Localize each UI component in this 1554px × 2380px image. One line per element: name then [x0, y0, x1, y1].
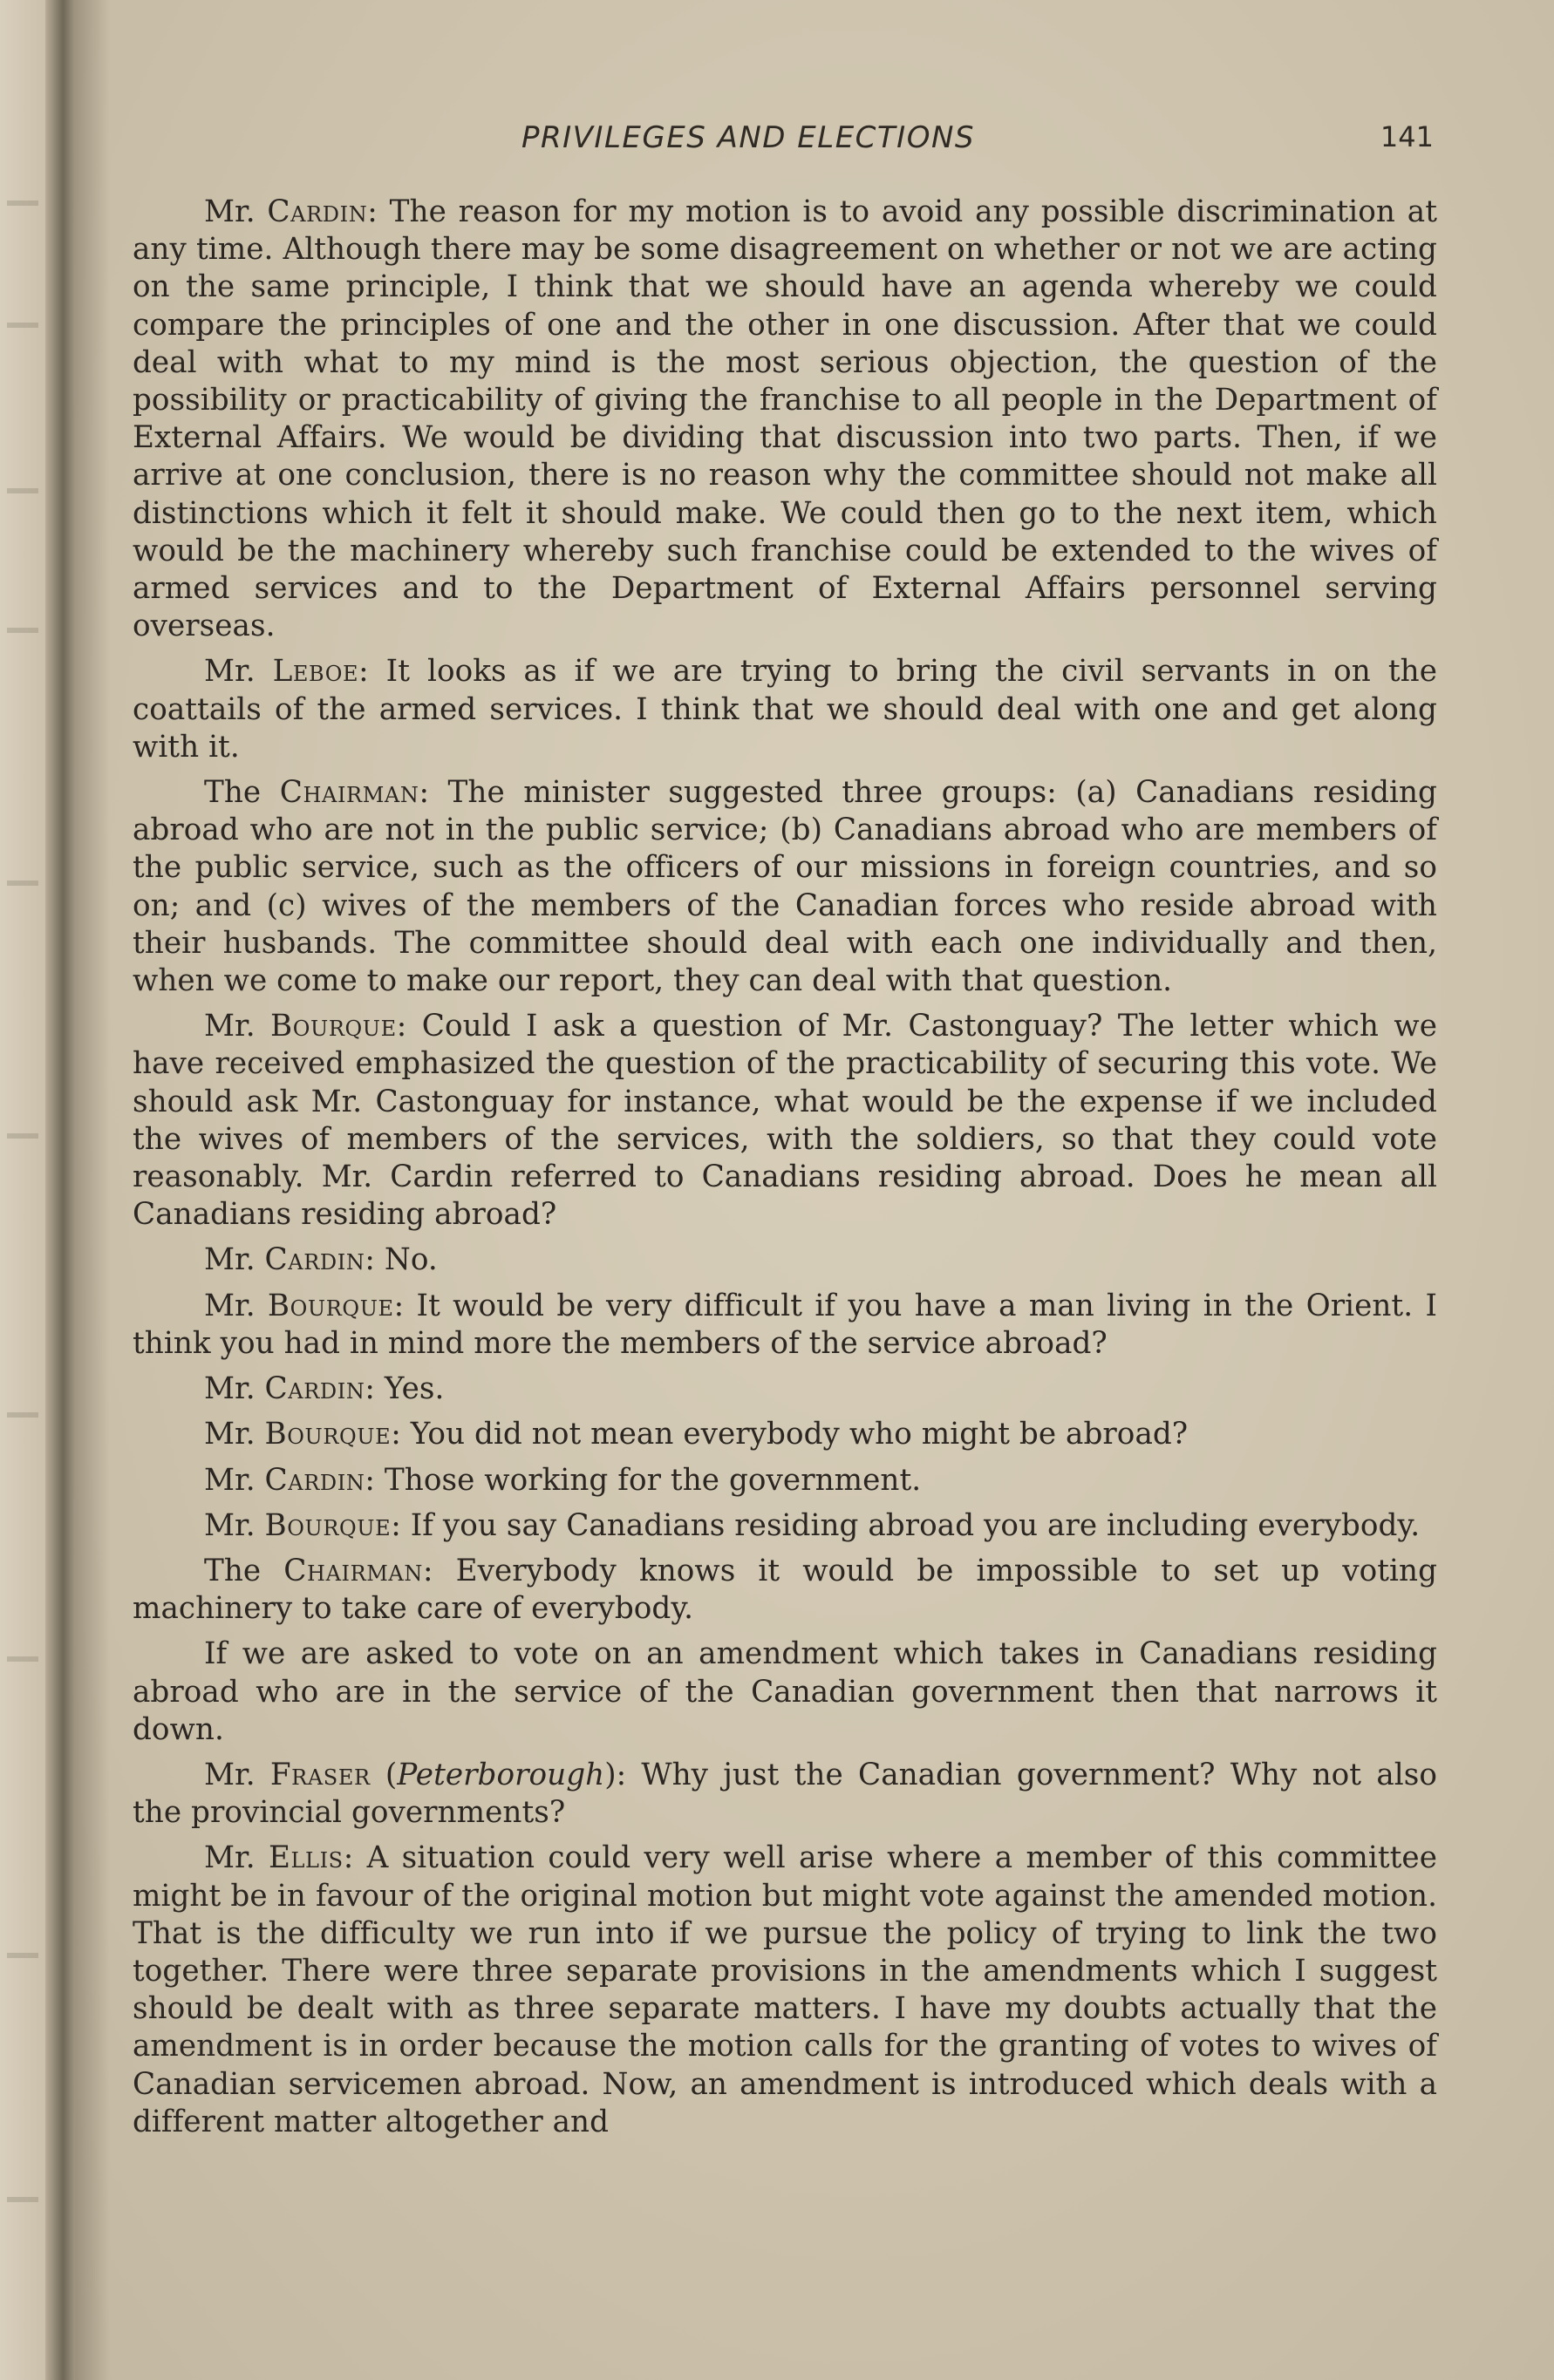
bleed-through-mark	[7, 1133, 38, 1139]
speaker-title: Mr.	[204, 654, 273, 690]
speaker-punctuation: :	[396, 1009, 407, 1044]
speaker-punctuation: :	[419, 775, 430, 811]
speaker-title: Mr.	[204, 1288, 268, 1323]
speaker-name: Chairman	[279, 775, 419, 811]
speaker-title: Mr.	[204, 1417, 265, 1452]
speech-paragraph	[133, 653, 1437, 766]
bleed-through-mark	[7, 201, 38, 206]
speaker-name: Cardin	[267, 194, 368, 229]
speech-paragraph	[133, 1635, 1437, 1749]
speech-paragraph	[133, 1839, 1437, 2141]
speaker-name: Ellis	[268, 1840, 344, 1876]
body-text	[133, 194, 1437, 2149]
speech-paragraph	[133, 1757, 1437, 1832]
speaker-title: Mr.	[204, 1009, 271, 1044]
speaker-name: Cardin	[264, 1371, 365, 1407]
speaker-name: Chairman	[283, 1553, 423, 1588]
speaker-name: Leboe	[272, 654, 359, 690]
speaker-title: Mr.	[204, 194, 268, 229]
speaker-punctuation: :	[391, 1507, 401, 1543]
speaker-title: Mr.	[204, 1371, 265, 1407]
speaker-punctuation: :	[365, 1242, 375, 1278]
bleed-through-mark	[7, 2197, 38, 2202]
speech-text: The minister suggested three groups: (a) Canadians residing abroad who are not in the public service; (b) Canadians abroad who are members of the public service, such as the officers of our missions in foreign countries, and so on; and (c) wives of the members of the Canadian forces who reside abroad with their husbands. The committee should deal with each one individually and then, when we come to make our report, they can deal with that question.	[133, 775, 1437, 999]
bleed-through-mark	[7, 1656, 38, 1662]
speech-text: Everybody knows it would be impossible to set up voting machinery to take care of everybody.	[133, 1553, 1438, 1627]
constituency-name: Peterborough	[397, 1757, 605, 1792]
speech-paragraph	[133, 194, 1437, 645]
running-title: PRIVILEGES AND ELECTIONS	[521, 120, 975, 155]
speech-text: A situation could very well arise where a member of this committee might be in favour of the original motion but might vote against the amended motion. That is the difficulty we run into if we pursue the policy of trying to link the two together. There were three separate provisions in the amendments which I suggest should be dealt with as three separate matters. I have my doubts actually that the amendment is in order because the motion calls for the granting of votes to wives of Canadian servicemen abroad. Now, an amendment is introduced which deals with a different matter altogether and	[133, 1840, 1437, 2139]
gutter-shadow	[75, 0, 110, 2380]
speaker-name: Bourque	[270, 1009, 397, 1044]
speaker-punctuation: :	[365, 1371, 375, 1407]
speech-paragraph	[133, 1553, 1437, 1628]
bleed-through-mark	[7, 1953, 38, 1958]
speech-paragraph	[133, 1241, 1437, 1279]
speech-paragraph	[133, 1288, 1437, 1363]
speech-paragraph	[133, 1462, 1437, 1499]
speech-text: You did not mean everybody who might be abroad?	[400, 1417, 1189, 1452]
speech-text: Those working for the government.	[375, 1462, 922, 1498]
speaker-punctuation: :	[343, 1840, 354, 1876]
speech-text: If we are asked to vote on an amendment which takes in Canadians residing abroad who are in the service of the Canadian government then that narrows it down.	[133, 1636, 1437, 1747]
page-number: 141	[1380, 120, 1434, 153]
speech-text: No.	[375, 1242, 438, 1278]
bleed-through-mark	[7, 881, 38, 886]
speaker-name: Bourque	[264, 1507, 392, 1543]
speaker-title: Mr.	[204, 1462, 265, 1498]
speaker-title: Mr.	[204, 1507, 265, 1543]
speaker-name: Cardin	[264, 1242, 365, 1278]
speaker-name: Cardin	[264, 1462, 365, 1498]
speaker-punctuation: :	[365, 1462, 375, 1498]
speaker-punctuation: :	[393, 1288, 405, 1323]
speech-text: Could I ask a question of Mr. Castonguay? The letter which we have received emphasized the question of the practicability of securing this vote. We should ask Mr. Castonguay for instance, what would be the expense if we included the wives of members of the services, with the soldiers, so that they could vote reasonably. Mr. Cardin referred to Canadians residing abroad. Does he mean all Canadians residing abroad?	[133, 1009, 1437, 1233]
speaker-punctuation: :	[422, 1553, 433, 1588]
speaker-title: The	[204, 1553, 284, 1588]
book-gutter	[45, 0, 75, 2380]
speaker-name: Bourque	[264, 1417, 392, 1452]
bleed-through-mark	[7, 628, 38, 633]
speaker-title: Mr.	[204, 1757, 270, 1792]
running-header	[131, 120, 1439, 159]
speaker-punctuation: :	[358, 654, 369, 690]
speaker-title: The	[204, 775, 280, 811]
speaker-punctuation: (Peterborough):	[370, 1757, 627, 1792]
speech-paragraph	[133, 1008, 1437, 1234]
speech-text: If you say Canadians residing abroad you are including everybody.	[400, 1507, 1421, 1543]
speech-text: It would be very difficult if you have a man living in the Orient. I think you had in mind more the members of the service abroad?	[133, 1288, 1437, 1361]
speech-text: It looks as if we are trying to bring the civil servants in on the coattails of the armed services. I think that we should deal with one and get along with it.	[133, 654, 1437, 765]
speaker-name: Bourque	[267, 1288, 394, 1323]
speech-text: Why just the Canadian government? Why not also the provincial governments?	[133, 1757, 1437, 1831]
bleed-through-mark	[7, 488, 38, 493]
speech-paragraph	[133, 1416, 1437, 1453]
bleed-through-mark	[7, 323, 38, 328]
speaker-punctuation: :	[391, 1417, 401, 1452]
speech-text: The reason for my motion is to avoid any possible discrimination at any time. Although there may be some disagreement on whether or not we are acting on the same principle, I think that we should have an agenda whereby we could compare the principles of one and the other in one discussion. After that we could deal with what to my mind is the most serious objection, the question of the possibility or practicability of giving the franchise to all people in the Department of External Affairs. We would be dividing that discussion into two parts. Then, if we arrive at one conclusion, there is no reason why the committee should not make all distinctions which it felt it should make. We could then go to the next item, which would be the machinery whereby such franchise could be extended to the wives of armed services and to the Department of External Affairs personnel serving overseas.	[133, 194, 1437, 644]
speech-paragraph	[133, 774, 1437, 1000]
facing-page-edge	[0, 0, 45, 2380]
speaker-punctuation: :	[367, 194, 378, 229]
speech-text: Yes.	[375, 1371, 445, 1407]
speaker-title: Mr.	[204, 1840, 269, 1876]
speaker-name: Fraser	[269, 1757, 371, 1792]
bleed-through-mark	[7, 1412, 38, 1418]
speech-paragraph	[133, 1507, 1437, 1545]
speech-paragraph	[133, 1370, 1437, 1408]
speaker-title: Mr.	[204, 1242, 265, 1278]
